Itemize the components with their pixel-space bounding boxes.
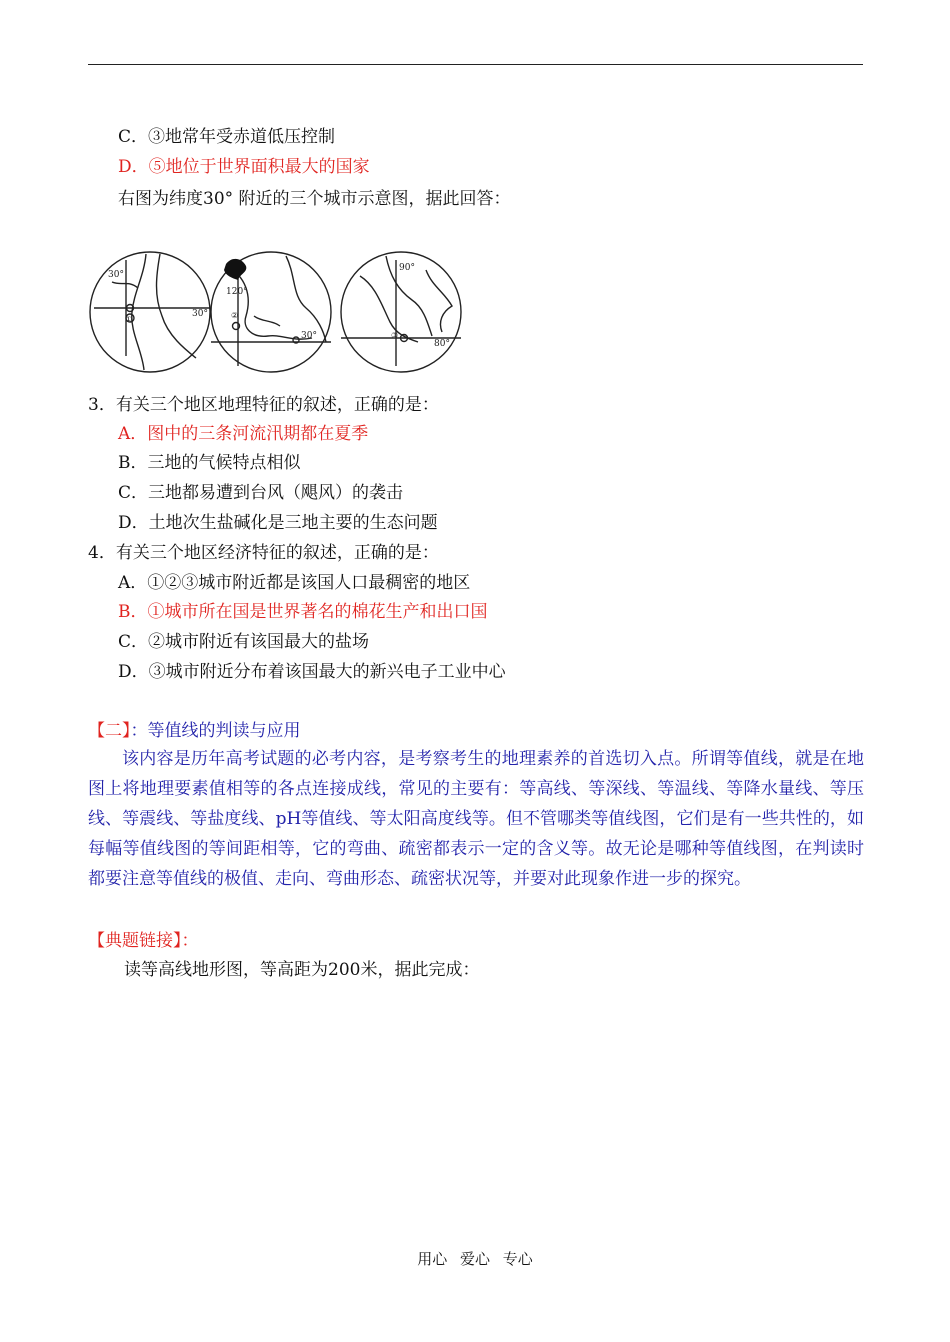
header-rule [88,64,863,65]
map-1-lat-label-2: 30° [192,309,208,319]
map-1-marker: ① [125,315,133,324]
section-2-body: 该内容是历年高考试题的必考内容，是考察考生的地理素养的首选切入点。所谓等值线，就是在地图上将地理要素值相等的各点连接成线，常见的主要有：等高线、等深线、等温线、等降水量线、等压线、等震线、等盐度线、pH等值线、等太阳高度线等。但不管哪类等值线图，它们是有一些共性的，如每幅等值线图的等间距相等，它的弯曲、疏密都表示一定的含义等。故无论是哪种等值线图，在判读时都要注意等值线的极值、走向、弯曲形态、疏密状况等，并要对此现象作进一步的探究。 [88,749,864,889]
maps-intro: 右图为纬度30° 附近的三个城市示意图，据此回答： [118,189,511,209]
map-2-landmass [224,259,246,280]
section-2-title-bracket: 【二】 [88,721,131,741]
map-2-lat-label: 30° [301,331,317,341]
q4-option-c: C．②城市附近有该国最大的盐场 [118,632,370,652]
q2-option-d: D．⑤地位于世界面积最大的国家 [118,157,370,177]
footer-text-2: 爱心 [459,1250,490,1268]
map-3-lon-label-2: 80° [434,339,450,349]
page-footer [0,1248,950,1269]
map-3-marker: ③ [391,331,399,340]
q2-option-c: C．③地常年受赤道低压控制 [118,127,336,147]
q4-stem: 4．有关三个地区经济特征的叙述，正确的是： [88,543,439,563]
footer-text-3: 专心 [502,1250,533,1268]
map-1-lat-label: 30° [108,270,124,280]
map-2-lon-label: 120° [226,287,248,297]
map-2-marker: ② [231,311,239,320]
q3-option-b: B．三地的气候特点相似 [118,453,301,473]
q3-option-d: D．土地次生盐碱化是三地主要的生态问题 [118,513,438,533]
map-3-lon-label: 90° [399,263,415,273]
three-city-maps [86,246,464,378]
contour-map-prompt: 读等高线地形图，等高距为200米，据此完成： [124,960,480,980]
footer-text-1: 用心 [417,1250,448,1268]
q4-option-a: A．①②③城市附近都是该国人口最稠密的地区 [118,573,471,593]
section-2-title [88,720,301,742]
q4-option-d: D．③城市附近分布着该国最大的新兴电子工业中心 [118,662,506,682]
q3-option-c: C．三地都易遭到台风（飓风）的袭击 [118,483,404,503]
example-link-heading: 【典题链接】： [88,931,199,951]
q3-stem: 3．有关三个地区地理特征的叙述，正确的是： [88,395,439,415]
section-2-title-text: ：等值线的判读与应用 [130,721,301,741]
q3-option-a: A．图中的三条河流汛期都在夏季 [118,424,369,444]
q4-option-b: B．①城市所在国是世界著名的棉花生产和出口国 [118,602,488,622]
